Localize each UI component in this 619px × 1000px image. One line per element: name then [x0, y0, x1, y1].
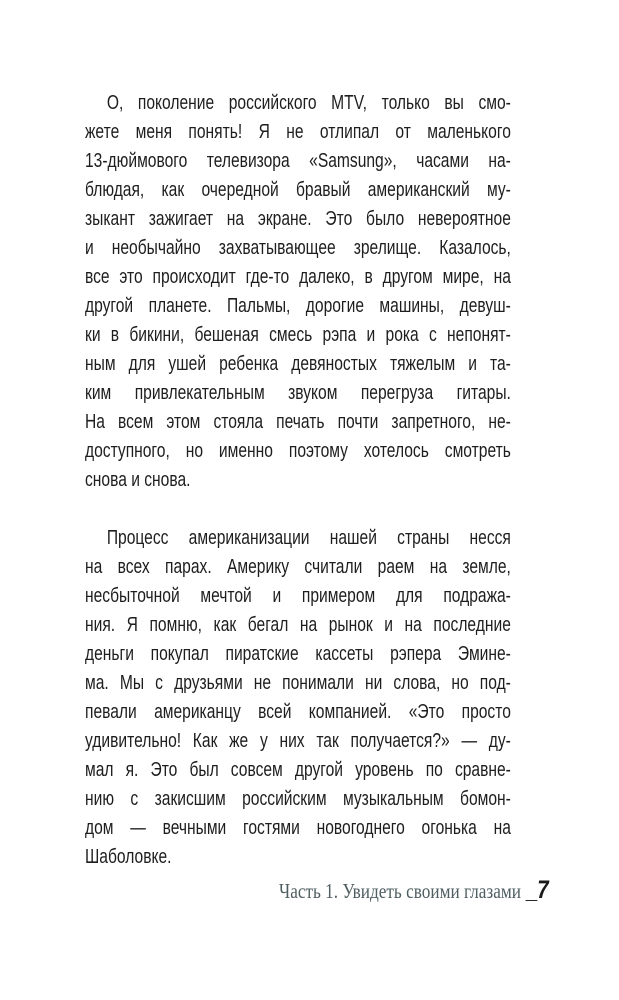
text-line: Процесс американизации нашей страны несся	[106, 527, 511, 549]
paragraph	[85, 524, 511, 872]
running-head: Часть 1. Увидеть своими глазами	[279, 879, 522, 903]
text-line: ма. Мы с друзьями не понимали ни слова, но под-	[85, 672, 511, 694]
text-line: ния. Я помню, как бегал на рынок и на последние	[85, 614, 511, 636]
text-line: несбыточной мечтой и примером для подража-	[85, 585, 511, 607]
text-line: и необычайно захватывающее зрелище. Казалось,	[85, 237, 511, 259]
text-line: дом — вечными гостями новогоднего огонька на	[85, 817, 511, 839]
text-line: 13-дюймового телевизора «Samsung», часами на-	[85, 150, 511, 172]
text-line: все это происходит где-то далеко, в другом мире, на	[85, 266, 511, 288]
page-number: _7	[526, 876, 548, 904]
text-line: О, поколение российского MTV, только вы смо-	[106, 92, 511, 114]
text-line: жете меня понять! Я не отлипал от маленького	[85, 121, 511, 143]
page-footer	[279, 876, 548, 905]
text-line: ки в бикини, бешеная смесь рэпа и рока с непонят-	[85, 324, 511, 346]
text-line: блюдая, как очередной бравый американский му-	[85, 179, 511, 201]
text-line: На всем этом стояла печать почти запретного, не-	[85, 411, 511, 433]
text-line: нию с закисшим российским музыкальным бомон-	[85, 788, 511, 810]
text-line: снова и снова.	[85, 469, 191, 491]
text-line: деньги покупал пиратские кассеты рэпера Эмине-	[85, 643, 511, 665]
text-line: ным для ушей ребенка девяностых тяжелым и та-	[85, 353, 511, 375]
text-line: на всех парах. Америку считали раем на земле,	[85, 556, 511, 578]
text-line: зыкант зажигает на экране. Это было невероятное	[85, 208, 511, 230]
text-line: ким привлекательным звуком перегруза гитары.	[85, 382, 511, 404]
text-line: мал я. Это был совсем другой уровень по сравне-	[85, 759, 511, 781]
paragraph	[85, 89, 511, 495]
text-line: Шаболовке.	[85, 846, 172, 868]
text-line: певали американцу всей компанией. «Это просто	[85, 701, 511, 723]
text-line: другой планете. Пальмы, дорогие машины, девуш-	[85, 295, 511, 317]
text-line: удивительно! Как же у них так получается?» — ду-	[85, 730, 511, 752]
text-line: доступного, но именно поэтому хотелось смотреть	[85, 440, 511, 462]
page-body-text	[85, 89, 511, 872]
